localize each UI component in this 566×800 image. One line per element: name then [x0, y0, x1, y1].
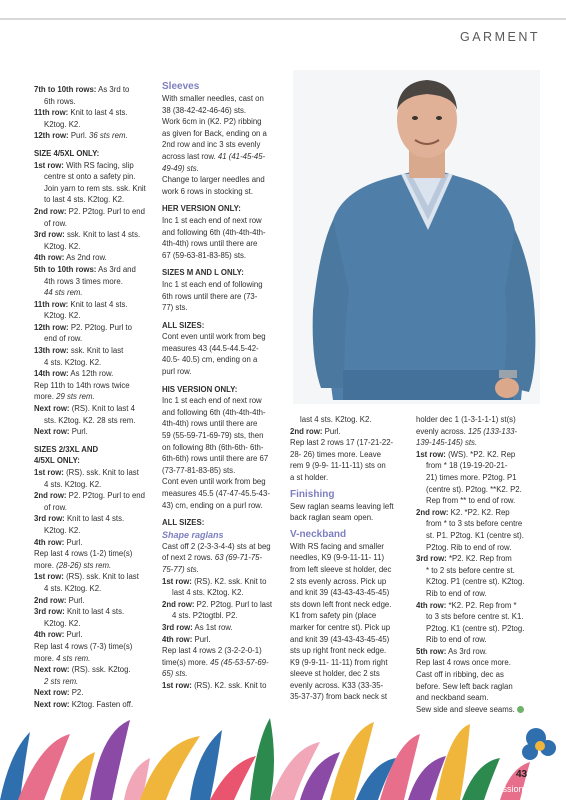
header-rule [0, 18, 566, 20]
column-2: Sleeves With smaller needles, cast on 38 (38-42-42-46-46) sts. Work 6cm in (K2. P2) ribbing as given for Back, ending on a 2nd row and inc 3 sts evenly across last row. 41 (41-45-45- 49-49) sts. Change to larger needles and work 6 rows in stocking st. HER VERSION ONLY: Inc 1 st each end of next row and following 6th (4th-4th-4th- 4th-4th) rows until there are 67 (59-63-81-83-85) sts. SIZES M AND L ONLY: Inc 1 st each end of following 6th rows until there are (73- 77) sts. ALL SIZES: Cont even until work from beg measures 43 (44.5-44.5-42- 40.5- 40.5) cm, ending on a purl row. HIS VERSION ONLY: Inc 1 st each end of next row and following 6th (4th-4th-4th- 4th-4th) rows until there are 59 (55-59-71-69-79) sts, then on following 8th (6th-6th- 6th- 6th-6th) rows until there are 67 (73-77-81-83-85) sts. Cont even until work from beg measures 45.5 (47-47-45.5-43- 43) cm, ending on a purl row. ALL SIZES: Shape raglans Cast off 2 (2-3-3-4-4) sts at beg of next 2 rows. 63 (69-71-75- 75-77) sts. 1st row: (RS). K2. ssk. Knit to last 4 sts. K2tog. K2. 2nd row: P2. P2tog. Purl to last 4 sts. P2togtbl. P2. 3rd row: As 1st row. 4th row: Purl. Rep last 4 rows 2 (3-2-2-0-1) time(s) more. 45 (45-53-57-69- 65) sts. 1st row: (RS). K2. ssk. Knit to [162, 80, 286, 692]
column-1: 7th to 10th rows: As 3rd to 6th rows. 11th row: Knit to last 4 sts. K2tog. K2. 12th row: Purl. 36 sts rem. SIZE 4/5XL ONLY: 1st row: With RS facing, slip centre st onto a safety pin. Join yarn to rem sts. ssk. Knit to last 4 sts. K2tog. K2. 2nd row: P2. P2tog. Purl to end of row. 3rd row: ssk. Knit to last 4 sts. K2tog. K2. 4th row: As 2nd row. 5th to 10th rows: As 3rd and 4th rows 3 times more. 44 sts rem. 11th row: Knit to last 4 sts. K2tog. K2. 12th row: P2. P2tog. Purl to end of row. 13th row: ssk. Knit to last 4 sts. K2tog. K2. 14th row: As 12th row. Rep 11th to 14th rows twice more. 29 sts rem. Next row: (RS). Knit to last 4 sts. K2tog. K2. 28 sts rem. Next row: Purl. SIZES 2/3XL AND 4/5XL ONLY: 1st row: (RS). ssk. Knit to last 4 sts. K2tog. K2. 2nd row: P2. P2tog. Purl to end of row. 3rd row: Knit to last 4 sts. K2tog. K2. 4th row: Purl. Rep last 4 rows (1-2) time(s) more. (28-26) sts rem. 1st row: (RS). ssk. Knit to last 4 sts. K2tog. K2. 2nd row: Purl. 3rd row: Knit to last 4 sts. K2tog. K2. 4th row: Purl. Rep last 4 rows (7-3) time(s) more. 4 sts rem. Next row: (RS). ssk. K2tog. 2 sts rem. Next row: P2. Next row: K2tog. Fasten off. [34, 85, 146, 709]
section-heading-finishing: Finishing [290, 488, 335, 500]
model-photo [293, 70, 540, 404]
section-heading-sleeves: Sleeves [162, 81, 200, 92]
section-title: GARMENT [460, 30, 540, 44]
subheading-shape-raglans: Shape raglans [162, 529, 224, 540]
column-3: last 4 sts. K2tog. K2. 2nd row: Purl. Rep last 2 rows 17 (17-21-22- 28- 26) times more. Leave rem 9 (9-9- 11-11-11) sts on a st holder. Finishing Sew raglan seams leaving left back raglan seam open. V-neckband With RS facing and smaller needles, K9 (9-9-11-11- 11) from left sleeve st holder, dec 2 sts evenly across. Pick up and knit 39 (43-43-43-45-45) sts down left front neck edge. K1 from safety pin (place marker for centre st). Pick up and knit 39 (43-43-43-45-45) sts up right front neck edge. K9 (9-9-11- 11-11) from right sleeve st holder, dec 2 sts evenly across. K33 (33-35- 35-37-37) from back neck st [290, 414, 412, 703]
section-heading-v-neckband: V-neckband [290, 528, 347, 540]
floral-border-decoration [0, 712, 566, 800]
column-4: holder dec 1 (1-3-1-1-1) st(s) evenly across. 125 (133-133- 139-145-145) sts. 1st row: (WS). *P2. K2. Rep from * 18 (19-19-20-21- 21) times more. P2tog. P1 (centre st). P2tog. **K2. P2. Rep from ** to end of row. 2nd row: K2. *P2. K2. Rep from * to 3 sts before centre st. P1. P2tog. K1 (centre st). P2tog. Rib to end of row. 3rd row: *P2. K2. Rep from * to 2 sts before centre st. K2tog. P1 (centre st). K2tog. Rib to end of row. 4th row: *K2. P2. Rep from * to 3 sts before centre st. K1. P2tog. K1 (centre st). P2tog. Rib to end of row. 5th row: As 3rd row. Rep last 4 rows once more. Cast off in ribbing, dec as before. Sew left back raglan and neckband seam. Sew side and sleeve seams. [416, 415, 525, 714]
page-number: 43 [516, 769, 528, 780]
watermark: PassionForum.ru [491, 784, 560, 794]
